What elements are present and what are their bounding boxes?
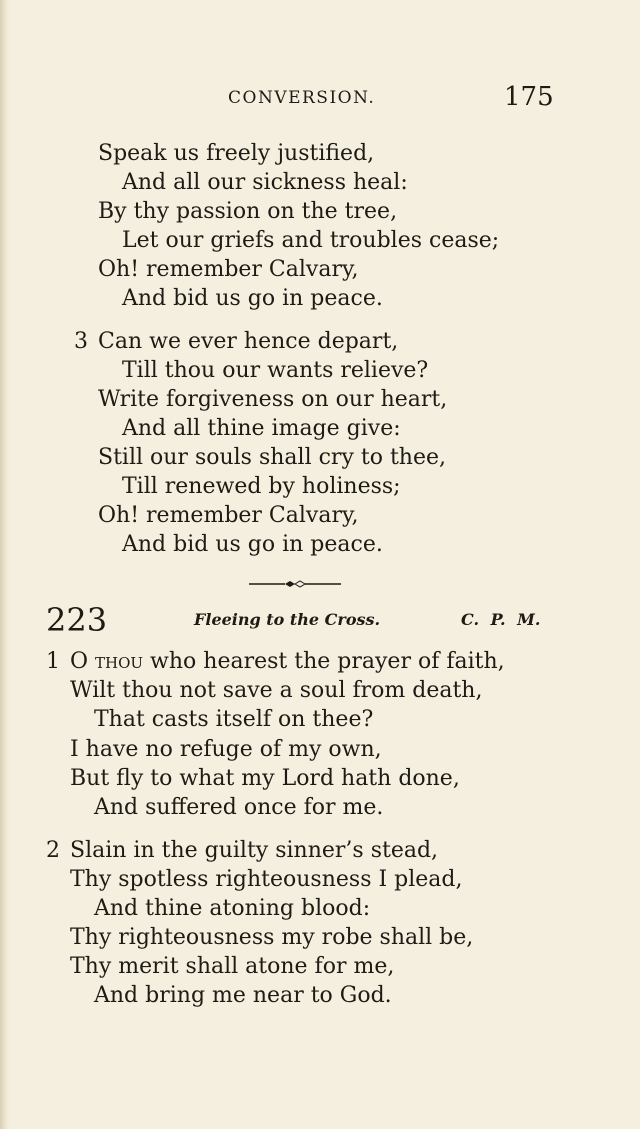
verse-line: And all our sickness heal: [122, 170, 408, 195]
hymn-meter: C. P. M. [461, 610, 541, 629]
verse-line: Let our griefs and troubles cease; [122, 228, 500, 253]
page-header [0, 84, 640, 114]
first-line-rest: who hearest the prayer of faith, [143, 649, 505, 674]
verse-line: Wilt thou not save a soul from death, [70, 678, 483, 703]
verse-line: And bid us go in peace. [122, 532, 383, 557]
verse-line: Oh! remember Calvary, [98, 503, 359, 528]
stanza-number: 3 [74, 329, 88, 354]
verse-line: And suffered once for me. [94, 795, 384, 820]
verse-line: And bring me near to God. [94, 983, 392, 1008]
verse-line: And thine atoning blood: [94, 896, 371, 921]
verse-line: That casts itself on thee? [94, 707, 374, 732]
verse-line: I have no refuge of my own, [70, 737, 382, 762]
verse-line: Oh! remember Calvary, [98, 257, 359, 282]
verse-line: By thy passion on the tree, [98, 199, 398, 224]
running-head: CONVERSION. [228, 88, 376, 108]
verse-line: And all thine image give: [122, 416, 401, 441]
hymn-title: Fleeing to the Cross. [194, 610, 381, 629]
verse-line: Still our souls shall cry to thee, [98, 445, 446, 470]
ornament-divider-icon [247, 578, 343, 590]
initial-words: O thou [70, 649, 144, 674]
stanza-number: 1 [46, 649, 60, 674]
verse-line: And bid us go in peace. [122, 286, 383, 311]
verse-line: Thy righteousness my robe shall be, [70, 925, 474, 950]
verse-line: Thy merit shall atone for me, [70, 954, 395, 979]
verse-line [70, 648, 505, 676]
verse-line: Can we ever hence depart, [98, 329, 399, 354]
verse-line: Till thou our wants relieve? [122, 358, 429, 383]
page-edge [0, 0, 10, 1129]
verse-line: But fly to what my Lord hath done, [70, 766, 460, 791]
verse-line: Write forgiveness on our heart, [98, 387, 448, 412]
verse-line: Speak us freely justified, [98, 141, 375, 166]
verse-line: Slain in the guilty sinner’s stead, [70, 838, 439, 863]
verse-line: Till renewed by holiness; [122, 474, 401, 499]
verse-line: Thy spotless righteousness I plead, [70, 867, 463, 892]
stanza-number: 2 [46, 838, 60, 863]
hymn-number: 223 [46, 601, 108, 639]
page-number: 175 [504, 82, 554, 112]
